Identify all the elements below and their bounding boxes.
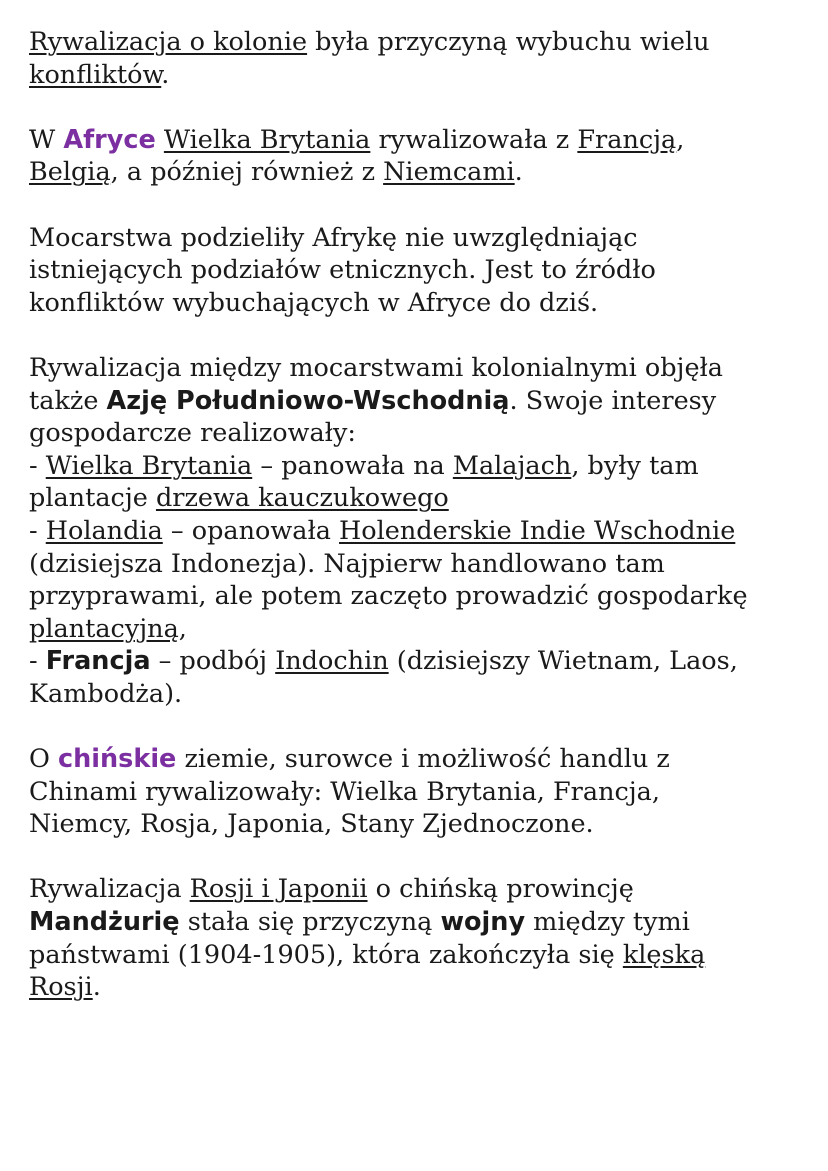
text-span: także (29, 385, 107, 416)
bold-term: Mandżurię (29, 907, 180, 938)
text-span: stała się przyczyną (179, 907, 441, 938)
underlined-term: Holenderskie Indie Wschodnie (339, 515, 736, 546)
text-span: Rywalizacja (29, 874, 190, 905)
text-line (29, 59, 809, 92)
bold-term: Francja (45, 646, 151, 677)
text-span: rywalizowała z (370, 124, 578, 155)
paragraph-russo-japanese-war (29, 873, 809, 1003)
text-span: , były tam (571, 450, 699, 481)
paragraph-china (29, 743, 809, 841)
text-line: istniejących podziałów etnicznych. Jest to źródło (29, 255, 656, 286)
text-line: Mocarstwa podzieliły Afrykę nie uwzględniając (29, 222, 638, 253)
text-span (156, 125, 164, 155)
text-span: państwami (1904-1905), która zakończyła się (29, 939, 623, 970)
underlined-term: Francją (577, 124, 677, 155)
list-item (29, 645, 809, 678)
underlined-term: Niemcami (383, 157, 515, 188)
underlined-term: Indochin (275, 646, 389, 677)
text-span: była przyczyną wybuchu wielu (307, 27, 710, 57)
text-line: Kambodża). (29, 678, 183, 709)
text-span: , (178, 613, 187, 644)
text-span: , (676, 124, 685, 155)
underlined-term: Rywalizacja o kolonie (29, 27, 308, 57)
text-span: . Swoje interesy (509, 385, 717, 416)
paragraph-colonial-rivalry (29, 26, 809, 91)
underlined-term: Wielka Brytania (163, 124, 371, 155)
bold-term: Azję Południowo-Wschodnią (106, 385, 510, 416)
text-span: - (29, 450, 46, 481)
text-line: Niemcy, Rosja, Japonia, Stany Zjednoczone. (29, 809, 594, 840)
text-line: gospodarcze realizowały: (29, 418, 356, 449)
text-span: . (92, 972, 101, 1003)
bold-term: wojny (440, 907, 526, 938)
text-line: przyprawami, ale potem zaczęto prowadzić gospodarkę (29, 581, 748, 612)
text-span: między tymi (525, 907, 690, 938)
text-line (29, 971, 809, 1004)
text-span: plantacje (29, 483, 156, 514)
paragraph-southeast-asia (29, 352, 809, 711)
text-line: konfliktów wybuchających w Afryce do dziś. (29, 287, 599, 318)
text-line: Rywalizacja między mocarstwami kolonialnymi objęła (29, 352, 724, 383)
underlined-term: plantacyjną (29, 613, 179, 644)
text-line (29, 482, 809, 515)
text-span: – panowała na (252, 450, 453, 481)
text-line (29, 873, 809, 906)
highlighted-term: chińskie (58, 744, 177, 775)
text-line (29, 385, 809, 418)
text-span: (dzisiejszy Wietnam, Laos, (388, 646, 738, 677)
text-span: o chińską prowincję (367, 874, 634, 905)
underlined-term: Malajach (452, 450, 572, 481)
text-line (29, 613, 809, 646)
text-span: . (161, 59, 170, 90)
underlined-term: drzewa kauczukowego (155, 483, 449, 514)
text-line (29, 26, 809, 59)
underlined-term: Wielka Brytania (45, 450, 253, 481)
paragraph-africa-division (29, 222, 809, 320)
text-span: – opanowała (162, 515, 340, 546)
text-span: - (29, 515, 46, 546)
text-span: , a później również z (110, 157, 384, 188)
text-span: – podbój (150, 646, 276, 677)
list-item (29, 515, 809, 548)
text-line (29, 906, 809, 939)
text-line (29, 124, 809, 157)
text-span: O (29, 744, 59, 775)
text-line (29, 939, 809, 972)
underlined-term: Rosji i Japonii (189, 874, 368, 905)
note-page (29, 26, 809, 1036)
paragraph-africa (29, 124, 809, 189)
list-item (29, 450, 809, 483)
text-span: . (514, 157, 523, 188)
text-line (29, 156, 809, 189)
underlined-term: Rosji (29, 972, 93, 1003)
text-line: (dzisiejsza Indonezja). Najpierw handlowano tam (29, 548, 665, 579)
highlighted-term: Afryce (63, 124, 156, 155)
text-span: W (29, 124, 64, 155)
underlined-term: Belgią (29, 157, 111, 188)
underlined-term: Holandia (45, 515, 163, 546)
text-span: ziemie, surowce i możliwość handlu z (176, 744, 670, 775)
text-line: Chinami rywalizowały: Wielka Brytania, Francja, (29, 776, 660, 807)
text-line (29, 743, 809, 776)
text-span: - (29, 646, 46, 677)
underlined-term: konfliktów (29, 59, 162, 90)
underlined-term: klęską (622, 939, 706, 970)
